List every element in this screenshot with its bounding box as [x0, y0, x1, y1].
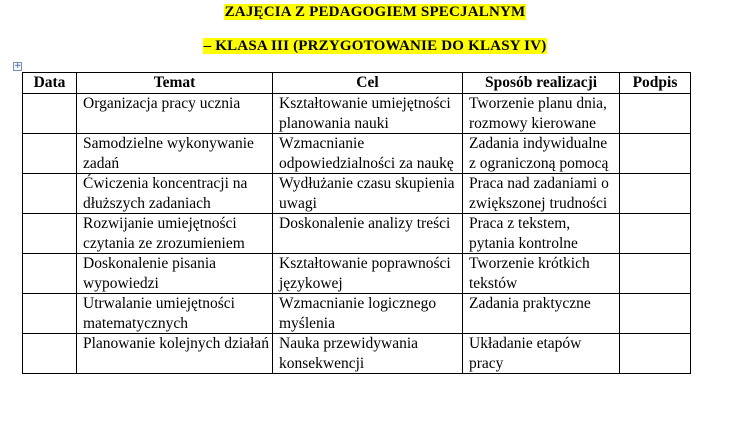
- cell-podpis[interactable]: [620, 254, 691, 294]
- cell-podpis[interactable]: [620, 94, 691, 134]
- cell-data[interactable]: [23, 214, 77, 254]
- cell-sposob[interactable]: Zadania praktyczne: [463, 294, 620, 334]
- cell-sposob[interactable]: Tworzenie krótkich tekstów: [463, 254, 620, 294]
- cell-podpis[interactable]: [620, 174, 691, 214]
- header-sposob-realizacji: Sposób realizacji: [463, 73, 620, 94]
- cell-cel[interactable]: Kształtowanie poprawności językowej: [273, 254, 463, 294]
- cell-data[interactable]: [23, 334, 77, 374]
- schedule-table: [22, 72, 691, 374]
- cell-temat[interactable]: Doskonalenie pisania wypowiedzi: [77, 254, 273, 294]
- cell-data[interactable]: [23, 254, 77, 294]
- header-cel: Cel: [273, 73, 463, 94]
- cell-podpis[interactable]: [620, 214, 691, 254]
- header-temat: Temat: [77, 73, 273, 94]
- cell-cel[interactable]: Kształtowanie umiejętności planowania nauki: [273, 94, 463, 134]
- document-title: ZAJĘCIA Z PEDAGOGIEM SPECJALNYM: [224, 4, 526, 20]
- table-row: [23, 174, 691, 214]
- table-row: [23, 294, 691, 334]
- cell-temat[interactable]: Rozwijanie umiejętności czytania ze zrozumieniem: [77, 214, 273, 254]
- table-row: [23, 254, 691, 294]
- cell-data[interactable]: [23, 174, 77, 214]
- cell-cel[interactable]: Nauka przewidywania konsekwencji: [273, 334, 463, 374]
- cell-data[interactable]: [23, 94, 77, 134]
- cell-data[interactable]: [23, 134, 77, 174]
- cell-cel[interactable]: Wzmacnianie logicznego myślenia: [273, 294, 463, 334]
- cell-temat[interactable]: Samodzielne wykonywanie zadań: [77, 134, 273, 174]
- table-header-row: [23, 73, 691, 94]
- table-row: [23, 94, 691, 134]
- cell-sposob[interactable]: Zadania indywidualne z ograniczoną pomocą: [463, 134, 620, 174]
- cell-cel[interactable]: Doskonalenie analizy treści: [273, 214, 463, 254]
- cell-sposob[interactable]: Praca nad zadaniami o zwiększonej trudności: [463, 174, 620, 214]
- document-subtitle: – KLASA III (PRZYGOTOWANIE DO KLASY IV): [203, 38, 547, 54]
- header-podpis: Podpis: [620, 73, 691, 94]
- cell-sposob[interactable]: Praca z tekstem, pytania kontrolne: [463, 214, 620, 254]
- cell-temat[interactable]: Ćwiczenia koncentracji na dłuższych zadaniach: [77, 174, 273, 214]
- cell-cel[interactable]: Wydłużanie czasu skupienia uwagi: [273, 174, 463, 214]
- table-move-handle-icon[interactable]: +: [14, 61, 22, 71]
- table-row: [23, 214, 691, 254]
- cell-data[interactable]: [23, 294, 77, 334]
- table-row: [23, 134, 691, 174]
- cell-podpis[interactable]: [620, 294, 691, 334]
- header-data: Data: [23, 73, 77, 94]
- cell-temat[interactable]: Utrwalanie umiejętności matematycznych: [77, 294, 273, 334]
- cell-temat[interactable]: Organizacja pracy ucznia: [77, 94, 273, 134]
- table-row: [23, 334, 691, 374]
- cell-temat[interactable]: Planowanie kolejnych działań: [77, 334, 273, 374]
- cell-cel[interactable]: Wzmacnianie odpowiedzialności za naukę: [273, 134, 463, 174]
- cell-sposob[interactable]: Układanie etapów pracy: [463, 334, 620, 374]
- cell-sposob[interactable]: Tworzenie planu dnia, rozmowy kierowane: [463, 94, 620, 134]
- cell-podpis[interactable]: [620, 334, 691, 374]
- cell-podpis[interactable]: [620, 134, 691, 174]
